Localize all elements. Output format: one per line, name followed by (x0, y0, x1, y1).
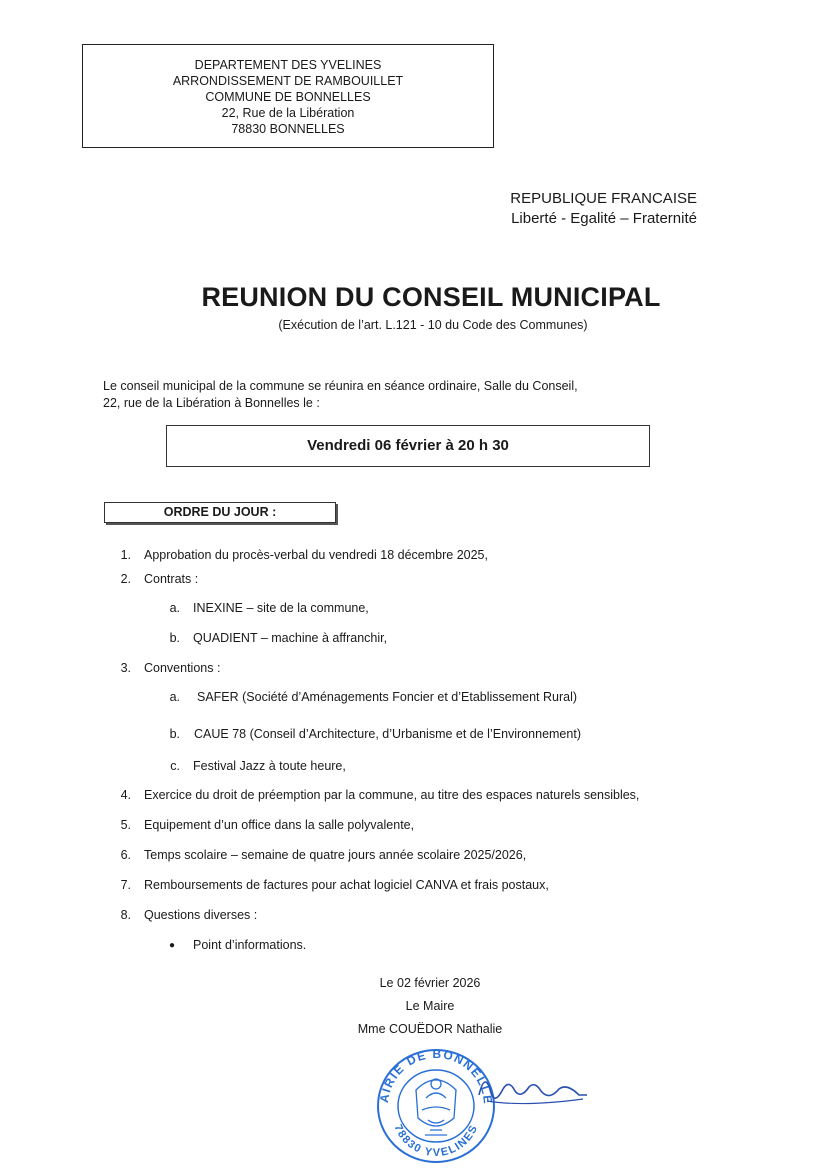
agenda-item-number: 6. (120, 848, 131, 862)
stamp-bottom-text: 78830 YVELINES (391, 1122, 481, 1160)
agenda-item-text: Contrats : (144, 572, 199, 586)
agenda-item-text: Conventions : (144, 661, 221, 675)
agenda-subitem-text: QUADIENT – machine à affranchir, (193, 631, 388, 645)
bullet-dot-icon: ● (169, 940, 176, 951)
intro-paragraph (103, 378, 578, 412)
header-commune: COMMUNE DE BONNELLES (205, 90, 371, 104)
republic-name: REPUBLIQUE FRANCAISE (510, 190, 697, 207)
intro-line-1: Le conseil municipal de la commune se réunira en séance ordinaire, Salle du Conseil, (103, 379, 578, 393)
agenda-subitem-text: INEXINE – site de la commune, (193, 601, 369, 615)
agenda-item-number: 8. (120, 908, 131, 922)
agenda-item-number: 4. (120, 788, 131, 802)
agenda-subitem-letter: a. (169, 690, 180, 704)
signature-role: Le Maire (405, 999, 455, 1013)
republic-motto: Liberté - Egalité – Fraternité (511, 210, 697, 227)
page-title: REUNION DU CONSEIL MUNICIPAL (201, 282, 661, 312)
agenda-subitem-letter: b. (169, 631, 180, 645)
header-arrondissement: ARRONDISSEMENT DE RAMBOUILLET (172, 74, 404, 88)
agenda-item-number: 2. (120, 572, 131, 586)
header-street: 22, Rue de la Libération (221, 106, 355, 120)
agenda-subitem-text: Festival Jazz à toute heure, (193, 759, 346, 773)
signature-date: Le 02 février 2026 (379, 976, 481, 990)
agenda-subitem-letter: a. (169, 601, 180, 615)
agenda-item-text: Equipement d’un office dans la salle polyvalente, (144, 818, 415, 832)
agenda-item-text: Remboursements de factures pour achat logiciel CANVA et frais postaux, (144, 878, 549, 892)
agenda-subitem-letter: b. (169, 727, 180, 741)
meeting-date-box: Vendredi 06 février à 20 h 30 (166, 425, 650, 467)
agenda-item-text: Temps scolaire – semaine de quatre jours année scolaire 2025/2026, (144, 848, 527, 862)
header-department: DEPARTEMENT DES YVELINES (194, 58, 382, 72)
agenda-subitem-text: CAUE 78 (Conseil d’Architecture, d’Urbanisme et de l’Environnement) (194, 727, 581, 741)
agenda-item-text: Approbation du procès-verbal du vendredi 18 décembre 2025, (144, 548, 488, 562)
stamp-top-text: AIRIE DE BONNELLE (376, 1046, 496, 1106)
agenda-item-text: Exercice du droit de préemption par la commune, au titre des espaces naturels sensibles, (144, 788, 640, 802)
page-subtitle: (Exécution de l’art. L.121 - 10 du Code des Communes) (278, 318, 588, 332)
agenda-item-number: 7. (120, 878, 131, 892)
agenda-subitem-text: SAFER (Société d’Aménagements Foncier et d’Etablissement Rural) (197, 690, 578, 704)
intro-line-2: 22, rue de la Libération à Bonnelles le : (103, 396, 320, 410)
republic-block (510, 189, 697, 229)
header-box (82, 44, 494, 148)
agenda-subitem-letter: c. (170, 759, 180, 773)
agenda-item-number: 5. (120, 818, 131, 832)
coat-of-arms-icon (416, 1079, 456, 1135)
agenda-bullet-text: Point d’informations. (193, 938, 307, 952)
header-postal: 78830 BONNELLES (231, 122, 345, 136)
agenda-item-text: Questions diverses : (144, 908, 258, 922)
ordre-du-jour-label: ORDRE DU JOUR : (104, 502, 336, 523)
mayor-signature (475, 1065, 595, 1120)
agenda-item-number: 3. (120, 661, 131, 675)
agenda-item-number: 1. (120, 548, 131, 562)
signature-name: Mme COUËDOR Nathalie (357, 1022, 503, 1036)
